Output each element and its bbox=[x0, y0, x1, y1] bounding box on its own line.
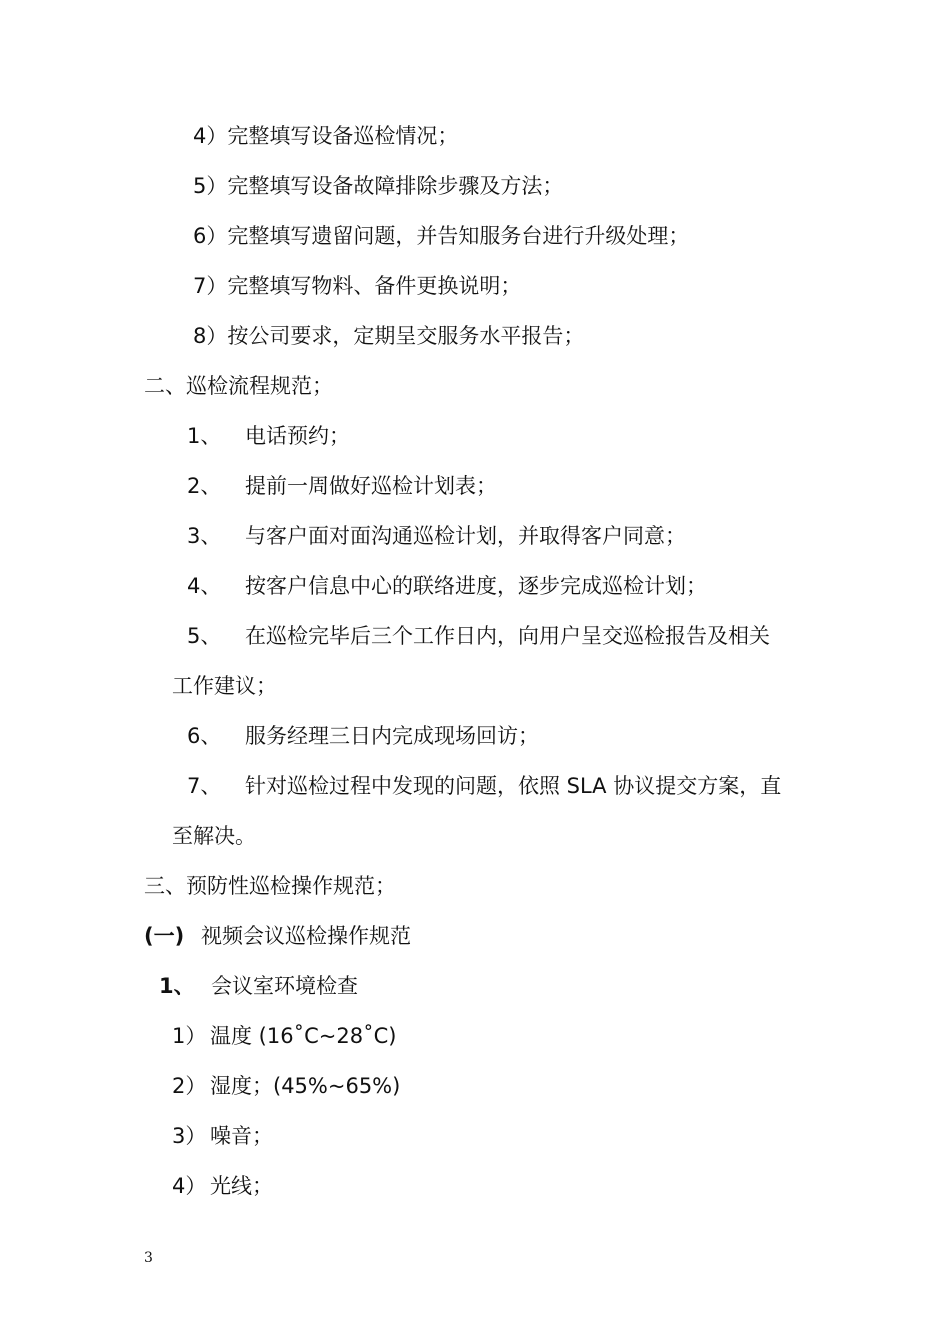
check-text: 光线； bbox=[210, 1174, 273, 1198]
list-item-continuation: 工作建议； bbox=[172, 674, 277, 698]
check-text: 湿度；(45%~65%) bbox=[210, 1074, 401, 1098]
list-text: 电话预约； bbox=[245, 424, 350, 448]
check-number: 4） bbox=[172, 1174, 207, 1198]
check-item bbox=[172, 1023, 396, 1049]
section-heading: 三、预防性巡检操作规范； bbox=[144, 874, 396, 898]
list-item bbox=[187, 573, 707, 599]
check-text: 温度 (16˚C~28˚C) bbox=[210, 1024, 397, 1048]
list-text: 按客户信息中心的联络进度，逐步完成巡检计划； bbox=[245, 574, 707, 598]
list-number: 3、 bbox=[187, 524, 222, 548]
check-number: 3） bbox=[172, 1124, 207, 1148]
list-item: 6）完整填写遗留问题，并告知服务台进行升级处理； bbox=[193, 224, 690, 248]
list-text: 在巡检完毕后三个工作日内，向用户呈交巡检报告及相关 bbox=[245, 624, 770, 648]
subsection-title: 视频会议巡检操作规范 bbox=[201, 924, 411, 948]
list-item bbox=[187, 773, 781, 799]
list-number: 5、 bbox=[187, 624, 222, 648]
list-text: 针对巡检过程中发现的问题，依照 SLA 协议提交方案，直 bbox=[245, 774, 782, 798]
subsection-heading bbox=[144, 923, 411, 949]
page-number: 3 bbox=[144, 1250, 153, 1266]
list-number: 6、 bbox=[187, 724, 222, 748]
list-text: 提前一周做好巡检计划表； bbox=[245, 474, 497, 498]
list-item bbox=[187, 423, 350, 449]
list-item bbox=[187, 473, 497, 499]
item-number: 1、 bbox=[159, 974, 195, 998]
list-item bbox=[187, 723, 539, 749]
check-text: 噪音； bbox=[210, 1124, 273, 1148]
list-item bbox=[187, 523, 686, 549]
list-text: 服务经理三日内完成现场回访； bbox=[245, 724, 539, 748]
list-text: 与客户面对面沟通巡检计划，并取得客户同意； bbox=[245, 524, 686, 548]
list-item bbox=[187, 623, 770, 649]
list-item: 8）按公司要求，定期呈交服务水平报告； bbox=[193, 324, 585, 348]
list-number: 7、 bbox=[187, 774, 222, 798]
check-number: 1） bbox=[172, 1024, 207, 1048]
list-number: 1、 bbox=[187, 424, 222, 448]
item-heading bbox=[159, 973, 358, 999]
list-item: 5）完整填写设备故障排除步骤及方法； bbox=[193, 174, 564, 198]
subsection-number: (一) bbox=[144, 924, 185, 948]
check-item bbox=[172, 1123, 273, 1149]
list-item: 4）完整填写设备巡检情况； bbox=[193, 124, 459, 148]
check-item bbox=[172, 1073, 400, 1099]
check-item bbox=[172, 1173, 273, 1199]
list-item: 7）完整填写物料、备件更换说明； bbox=[193, 274, 522, 298]
section-heading: 二、巡检流程规范； bbox=[144, 374, 333, 398]
list-item-continuation: 至解决。 bbox=[172, 824, 256, 848]
list-number: 4、 bbox=[187, 574, 222, 598]
check-number: 2） bbox=[172, 1074, 207, 1098]
item-title: 会议室环境检查 bbox=[211, 974, 358, 998]
list-number: 2、 bbox=[187, 474, 222, 498]
